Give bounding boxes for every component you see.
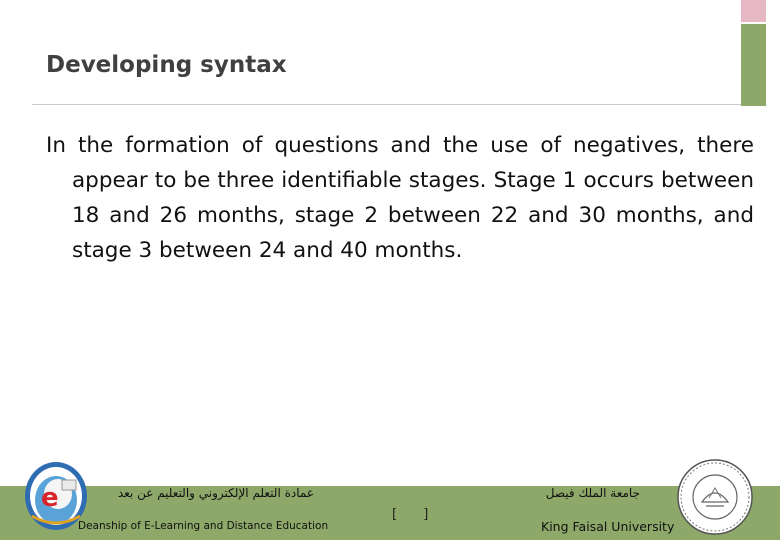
university-arabic: جامعة الملك فيصل [545, 486, 640, 500]
deanship-arabic: عمادة التعلم الإلكتروني والتعليم عن بعد [117, 486, 314, 500]
slide-title: Developing syntax [46, 52, 287, 78]
corner-accent-green [741, 24, 766, 106]
svg-text:e: e [41, 483, 59, 513]
corner-accent-pink [741, 0, 766, 22]
slide-body-text: In the formation of questions and the use of negatives, there appear to be three identifiable stages. Stage 1 occurs between 18 and 26 months, stage 2 between 22 and 30 months, and stage 3 between 24 and 40 months. [46, 133, 754, 263]
title-divider [32, 104, 741, 105]
university-english: King Faisal University [541, 519, 675, 534]
deanship-english: Deanship of E-Learning and Distance Education [78, 520, 329, 532]
page-number-brackets: [ ] [392, 507, 429, 522]
university-seal-icon [676, 458, 754, 536]
